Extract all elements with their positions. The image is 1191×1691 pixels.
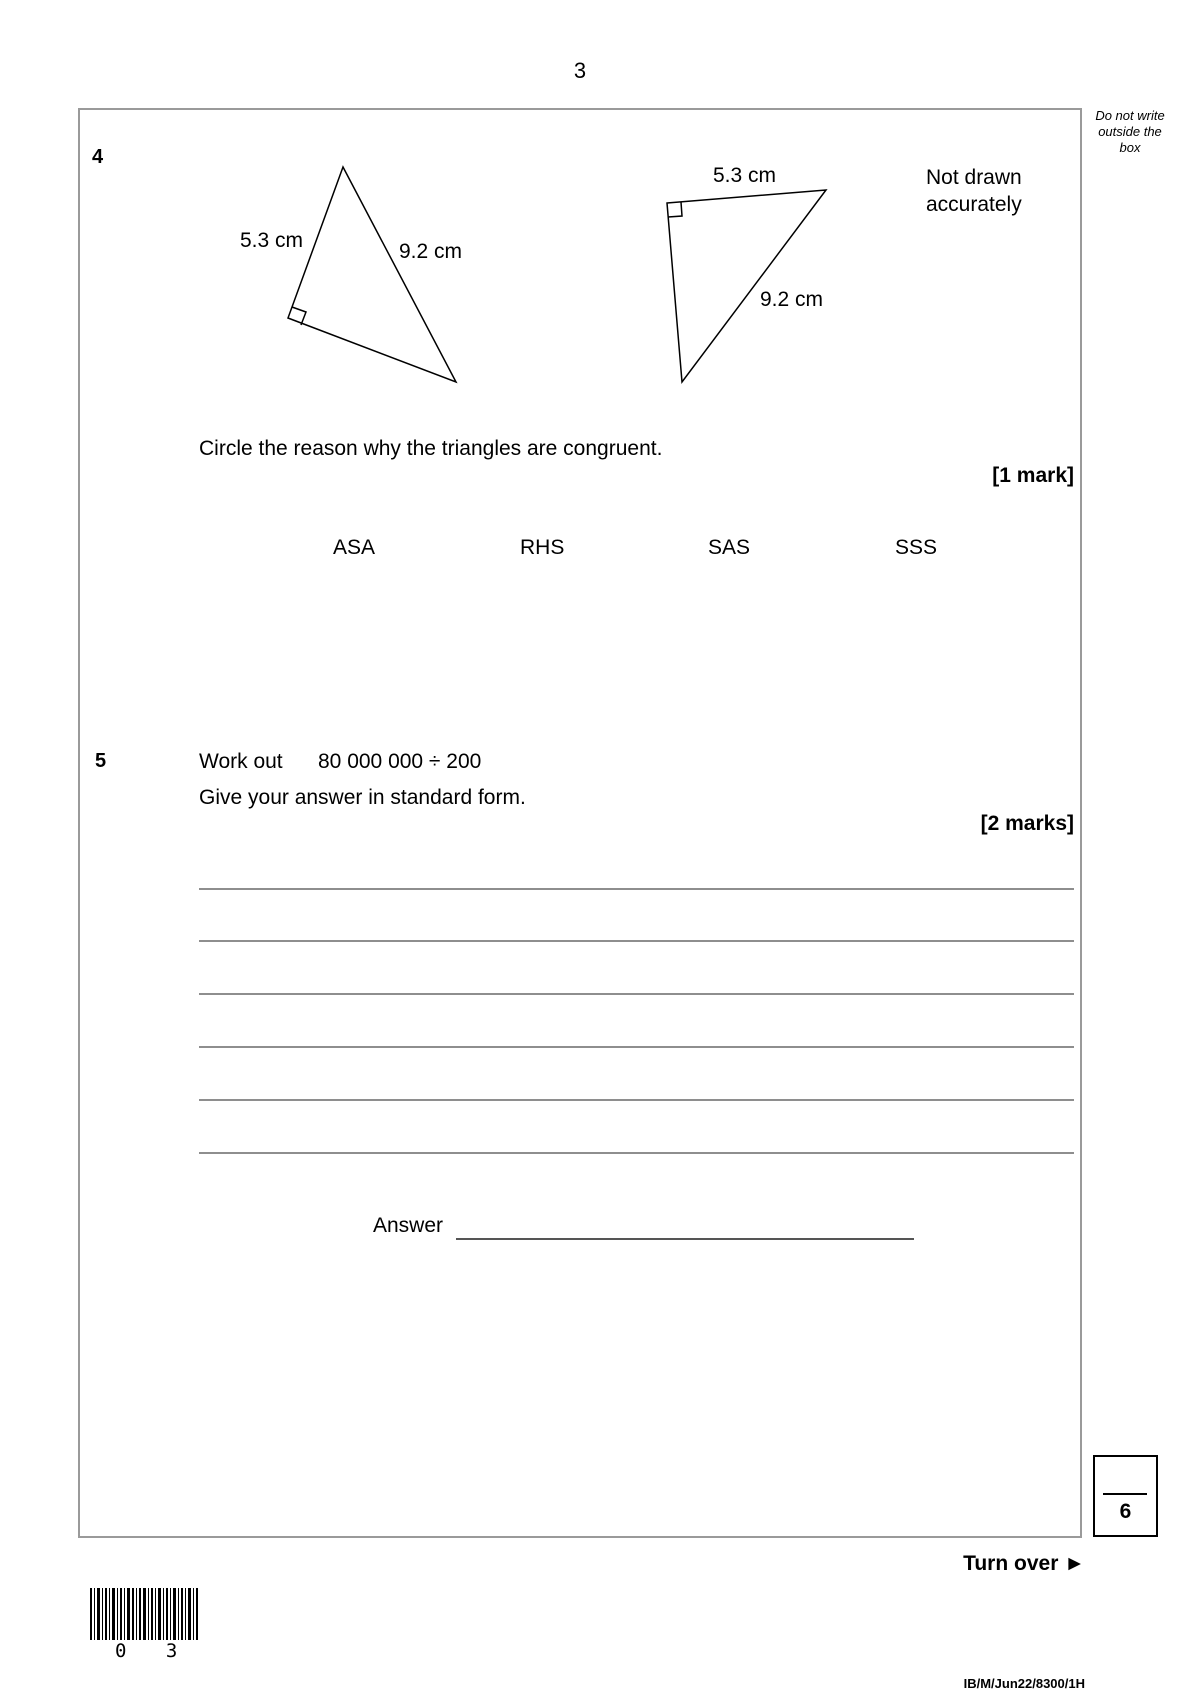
triangle-b bbox=[667, 190, 826, 382]
question-5-instruction: Give your answer in standard form. bbox=[199, 786, 526, 809]
margin-note-line-3: box bbox=[1119, 140, 1141, 155]
working-line[interactable] bbox=[199, 940, 1074, 942]
score-box-divider bbox=[1103, 1493, 1147, 1495]
not-drawn-accurately-note bbox=[926, 164, 1022, 218]
answer-line[interactable] bbox=[456, 1238, 914, 1240]
working-line[interactable] bbox=[199, 993, 1074, 995]
question-5-marks: [2 marks] bbox=[980, 812, 1074, 835]
barcode-digits: 0 3 bbox=[115, 1640, 192, 1662]
working-line[interactable] bbox=[199, 1099, 1074, 1101]
barcode-image bbox=[90, 1588, 200, 1640]
paper-reference-code: IB/M/Jun22/8300/1H bbox=[963, 1676, 1085, 1691]
triangle-b-short-side-label: 5.3 cm bbox=[713, 164, 777, 187]
working-line[interactable] bbox=[199, 1046, 1074, 1048]
option-sas[interactable]: SAS bbox=[708, 536, 751, 559]
triangle-b-right-angle-marker bbox=[668, 202, 682, 217]
page-score-value: 6 bbox=[1119, 1500, 1132, 1523]
question-5-number: 5 bbox=[95, 750, 107, 772]
not-drawn-line-2: accurately bbox=[926, 193, 1022, 216]
page-number: 3 bbox=[573, 58, 587, 83]
triangle-a-outline bbox=[288, 167, 456, 382]
triangle-a bbox=[288, 167, 456, 382]
margin-note-line-2: outside the bbox=[1098, 124, 1162, 139]
margin-note-line-1: Do not write bbox=[1095, 108, 1165, 123]
option-asa[interactable]: ASA bbox=[333, 536, 376, 559]
triangle-b-outline bbox=[667, 190, 826, 382]
question-4-instruction: Circle the reason why the triangles are congruent. bbox=[199, 437, 663, 460]
not-drawn-line-1: Not drawn bbox=[926, 166, 1022, 189]
answer-label: Answer bbox=[373, 1214, 444, 1237]
triangle-a-short-side-label: 5.3 cm bbox=[240, 229, 304, 252]
question-5-expression: 80 000 000 ÷ 200 bbox=[318, 750, 482, 773]
question-4-marks: [1 mark] bbox=[992, 464, 1074, 487]
question-5-work-out-label: Work out bbox=[199, 750, 283, 773]
turn-over-label: Turn over ► bbox=[963, 1552, 1085, 1575]
option-rhs[interactable]: RHS bbox=[520, 536, 565, 559]
working-line[interactable] bbox=[199, 888, 1074, 890]
page-score-box bbox=[1093, 1455, 1158, 1537]
option-sss[interactable]: SSS bbox=[895, 536, 938, 559]
triangle-a-long-side-label: 9.2 cm bbox=[399, 240, 463, 263]
working-line[interactable] bbox=[199, 1152, 1074, 1154]
triangle-b-long-side-label: 9.2 cm bbox=[760, 288, 824, 311]
question-4-number: 4 bbox=[92, 146, 104, 168]
